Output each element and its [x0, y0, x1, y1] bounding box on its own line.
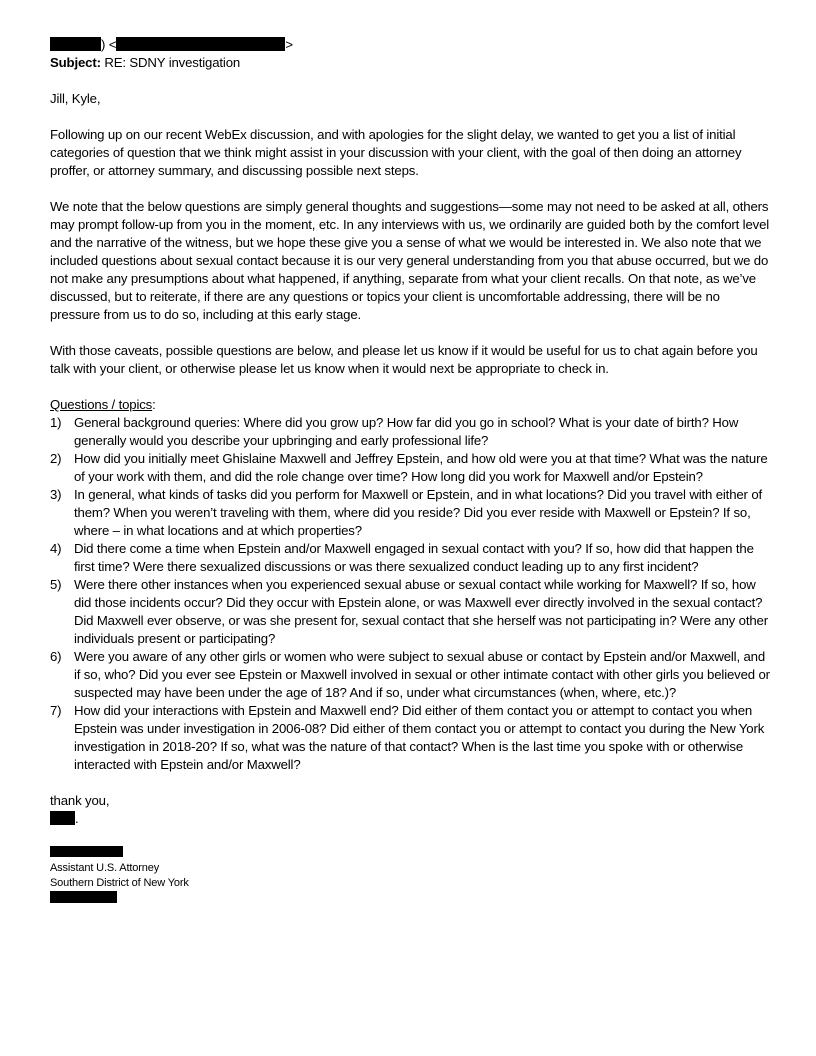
closing-thanks: thank you, — [50, 793, 110, 808]
questions-list — [50, 414, 770, 774]
paragraph-next-steps: With those caveats, possible questions are below, and please let us know if it would be useful for us to chat again before you talk with your client, or otherwise please let us know when it would next be appropriate to check in. — [50, 343, 758, 376]
questions-heading: Questions / topics: — [50, 397, 156, 412]
question-number: 7) — [50, 703, 62, 718]
question-text: Were you aware of any other girls or women who were subject to sexual abuse or contact by Epstein and/or Maxwell, and if so, who? Did you ever see Epstein or Maxwell involved in sexual or other intimate contact with other girls you believed or suspected may have been under the age of 18? And if so, under what circumstances (when, where, etc.)? — [74, 649, 770, 700]
question-number: 6) — [50, 649, 62, 664]
question-text: Were there other instances when you experienced sexual abuse or sexual contact while working for Maxwell? If so, how did those incidents occur? Did they occur with Epstein alone, or was Maxwell ever directly involved in the sexual contact? Did Maxwell ever observe, or was she present for, sexual contact that she herself was not participating in? Were any other individuals present or participating? — [74, 577, 768, 646]
redaction-signer-name — [50, 846, 123, 857]
from-end: > — [285, 37, 293, 52]
from-separator: ) < — [101, 37, 117, 52]
question-item — [50, 702, 770, 774]
question-text: How did you initially meet Ghislaine Maxwell and Jeffrey Epstein, and how old were you at that time? What was the nature of your work with them, and did the role change over time? How long did you work for Maxwell and/or Epstein? — [74, 451, 768, 484]
question-item — [50, 486, 770, 540]
question-number: 1) — [50, 415, 62, 430]
paragraph-intro: Following up on our recent WebEx discussion, and with apologies for the slight delay, we wanted to get you a list of initial categories of question that we think might assist in your discussion with your client, with the goal of then doing an attorney proffer, or attorney summary, and discussing possible next steps. — [50, 127, 742, 178]
redaction-sender-name — [50, 37, 101, 51]
question-number: 2) — [50, 451, 62, 466]
question-text: In general, what kinds of tasks did you perform for Maxwell or Epstein, and in what locations? Did you travel with either of them? When you weren’t traveling with them, where did you reside? Did you ever reside with Maxwell or Epstein? If so, where – in what locations and at which properties? — [74, 487, 763, 538]
question-number: 5) — [50, 577, 62, 592]
subject-label: Subject: — [50, 55, 101, 70]
question-number: 4) — [50, 541, 62, 556]
redaction-signer-contact — [50, 891, 117, 903]
signature-block — [50, 846, 770, 906]
signature-office: Southern District of New York — [50, 877, 189, 889]
question-text: Did there come a time when Epstein and/or Maxwell engaged in sexual contact with you? If so, how did that happen the first time? Were there sexualized discussions or was there sexualized conduct leading up to any first incident? — [74, 541, 754, 574]
question-number: 3) — [50, 487, 62, 502]
question-item — [50, 648, 770, 702]
email-document — [50, 36, 770, 906]
question-item — [50, 450, 770, 486]
question-text: General background queries: Where did you grow up? How far did you go in school? What is your date of birth? How generally would you describe your upbringing and early professional life? — [74, 415, 739, 448]
greeting: Jill, Kyle, — [50, 91, 101, 106]
question-text: How did your interactions with Epstein and Maxwell end? Did either of them contact you or attempt to contact you when Epstein was under investigation in 2006-08? Did either of them contact you or attempt to contact you during the New York investigation in 2018-20? If so, what was the nature of that contact? When is the last time you spoke with or otherwise interacted with Epstein and/or Maxwell? — [74, 703, 765, 772]
question-item — [50, 576, 770, 648]
signature-title: Assistant U.S. Attorney — [50, 862, 160, 874]
from-line — [50, 36, 770, 54]
redaction-initials — [50, 811, 75, 825]
closing-initials: . — [50, 810, 770, 828]
redaction-sender-email — [116, 37, 285, 51]
subject-line — [50, 54, 770, 72]
paragraph-caveats: We note that the below questions are simply general thoughts and suggestions—some may not need to be asked at all, others may prompt follow-up from you in the moment, etc. In any interviews with us, we ordinarily are guided both by the comfort level and the narrative of the witness, but we hope these give you a sense of what we would be interested in. We also note that we included questions about sexual contact because it is our very general understanding from you that abuse occurred, but we do not make any presumptions about what happened, if anything, separate from what your client recalls. On that note, as we’ve discussed, but to reiterate, if there are any questions or topics your client is uncomfortable addressing, there will be no pressure from us to do so, including at this early stage. — [50, 199, 770, 322]
question-item — [50, 414, 770, 450]
subject-value: RE: SDNY investigation — [100, 55, 241, 70]
question-item — [50, 540, 770, 576]
